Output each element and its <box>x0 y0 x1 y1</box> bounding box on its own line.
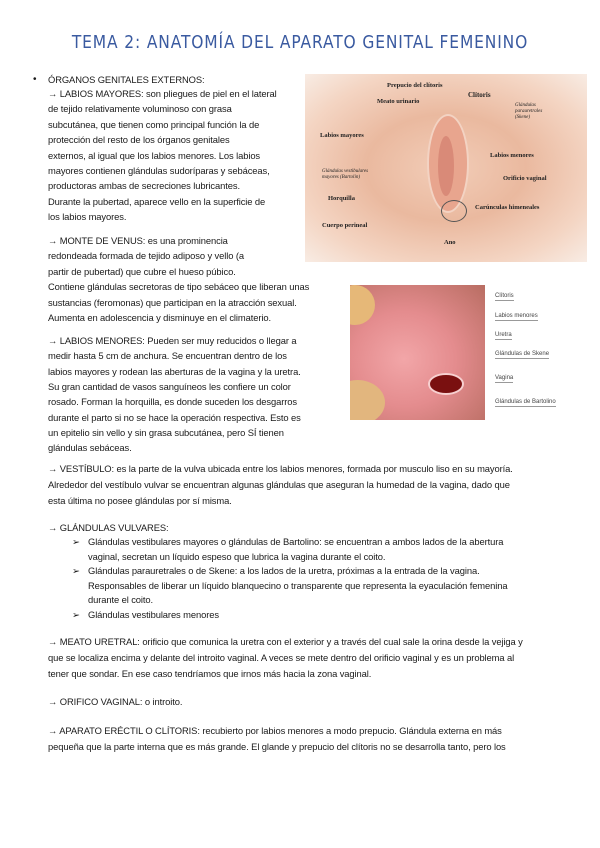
section-heading: ÓRGANOS GENITALES EXTERNOS: <box>48 74 205 85</box>
label-bartolin: Glándulas vestibulares mayores (Bartolin) <box>322 169 369 180</box>
bullet-icon: • <box>33 74 37 85</box>
glandulas-heading: → GLÁNDULAS VULVARES: <box>48 522 169 533</box>
arrow-bullet-icon: ➢ <box>72 608 80 620</box>
text-line: externos, al igual que los labios menores. Los labios <box>48 149 261 161</box>
text-line: Alrededor del vestíbulo vulvar se encuentran algunas glándulas que aseguran la humedad de la vagina, dado que <box>48 479 510 490</box>
photo-label-labios-menores: Labios menores <box>495 313 538 319</box>
list-item-line: Responsables de liberar un líquido blanquecino o transparente que representa la eyaculación femenina <box>88 579 508 591</box>
label-prepucio: Prepucio del clítoris <box>387 82 443 89</box>
text-line: durante el parto si no se hace la operación respectiva. Esto es <box>48 411 301 423</box>
text-line: esta última no posee glándulas por sí misma. <box>48 495 232 506</box>
text-line: sustancias (feromonas) que participan en la atracción sexual. <box>48 296 297 308</box>
text-line: glándulas sebáceas. <box>48 442 132 454</box>
list-item-line: vaginal, secretan un líquido espeso que lubrica la vagina durante el coito. <box>88 550 386 562</box>
label-labios-menores: Labios menores <box>490 152 534 159</box>
text-line: de tejido relativamente voluminoso con grasa <box>48 103 232 115</box>
photo-label-bartolino: Glándulas de Bartolino <box>495 399 556 405</box>
text-line: → MEATO URETRAL: orificio que comunica la uretra con el exterior y a través del cual sale la orina desde la vejiga y <box>48 636 523 647</box>
figure-perineal-circle <box>441 200 467 222</box>
list-item-line: durante el coito. <box>88 594 154 605</box>
arrow-bullet-icon: ➢ <box>72 565 80 576</box>
text-line: labios mayores y rodean las aberturas de la vagina y la uretra. <box>48 365 301 377</box>
text-line: Aumenta en adolescencia y disminuye en el climaterio. <box>48 312 271 323</box>
text-line: que se localiza encima y delante del introito vaginal. A veces se mete dentro del orificio vaginal y es un problema al <box>48 652 515 663</box>
vaginal-opening-shape <box>428 373 464 395</box>
label-labios-mayores: Labios mayores <box>320 132 364 139</box>
text-line: mayores contienen glándulas sudoríparas y sebáceas, <box>48 165 270 176</box>
label-ano: Ano <box>444 239 456 246</box>
text-line: medir hasta 5 cm de anchura. Se encuentran dentro de los <box>48 350 287 362</box>
text-line: → LABIOS MENORES: Pueden ser muy reducidos o llegar a <box>48 335 297 346</box>
text-line: tener que sondar. En ese caso tendríamos que irnos más hacia la zona vaginal. <box>48 668 372 679</box>
label-horquilla: Horquilla <box>328 195 355 202</box>
vulva-anatomy-figure <box>305 74 587 262</box>
text-line: protección del resto de los órganos genitales <box>48 134 230 146</box>
text-line: partir de pubertad) que cubre el hueso púbico. <box>48 265 236 277</box>
text-line: rosado. Forman la horquilla, es donde suceden los desgarros <box>48 396 297 408</box>
label-meato: Meato urinario <box>377 98 420 105</box>
text-line: → VESTÍBULO: es la parte de la vulva ubicada entre los labios menores, formada por musculo liso en su mayoría. <box>48 463 513 474</box>
text-line: → LABIOS MAYORES: son pliegues de piel en el lateral <box>48 88 277 99</box>
photo-label-vagina: Vagina <box>495 375 514 381</box>
label-skene: Glándulas parauretrales (Skene) <box>515 103 543 120</box>
photo-label-skene: Glándulas de Skene <box>495 351 550 357</box>
photo-label-clitoris: Clítoris <box>495 293 514 299</box>
list-item-line: Glándulas parauretrales o de Skene: a los lados de la uretra, próximas a la entrada de la vagina. <box>88 565 480 576</box>
arrow-bullet-icon: ➢ <box>72 536 80 547</box>
vulva-photo-figure <box>350 285 586 423</box>
finger-shape <box>350 380 385 420</box>
text-line: subcutánea, que tienen como principal función la de <box>48 118 260 130</box>
text-line: redondeada formada de tejido adiposo y vello (a <box>48 250 244 262</box>
photo-label-uretra: Uretra <box>495 332 512 338</box>
text-line: productoras ambas de secreciones lubricantes. <box>48 180 240 192</box>
text-line: Su gran cantidad de vasos sanguíneos les confiere un color <box>48 380 291 392</box>
label-orificio: Orificio vaginal <box>503 175 547 182</box>
list-item-line: Glándulas vestibulares mayores o glándulas de Bartolino: se encuentran a ambos lados de la abertura <box>88 536 504 547</box>
page-title: TEMA 2: ANATOMÍA DEL APARATO GENITAL FEMENINO <box>71 32 529 53</box>
list-item-line: Glándulas vestibulares menores <box>88 608 219 620</box>
label-carunculas: Carúnculas himeneales <box>475 204 540 211</box>
text-line: → MONTE DE VENUS: es una prominencia <box>48 235 228 246</box>
orifico-paragraph: → ORIFICO VAGINAL: o introito. <box>48 696 183 707</box>
finger-shape <box>350 285 375 325</box>
vulva-photo <box>350 285 485 420</box>
text-line: → APARATO ERÉCTIL O CLÍTORIS: recubierto por labios menores a modo prepucio. Glándula externa en más <box>48 725 502 736</box>
text-line: pequeña que la parte interna que es más grande. El glande y prepucio del clítoris no se desarrolla tanto, pero los <box>48 741 506 752</box>
text-line: los labios mayores. <box>48 211 127 223</box>
text-line: Contiene glándulas secretoras de tipo sebáceo que liberan unas <box>48 281 310 293</box>
text-line: un epitelio sin vello y sin grasa subcutánea, pero SÍ tienen <box>48 426 284 438</box>
label-cuerpo-perineal: Cuerpo perineal <box>322 222 368 229</box>
label-clitoris: Clítoris <box>468 91 491 99</box>
figure-vestibule-shape <box>438 136 454 196</box>
text-line: Durante la pubertad, aparece vello en la superficie de <box>48 195 266 207</box>
